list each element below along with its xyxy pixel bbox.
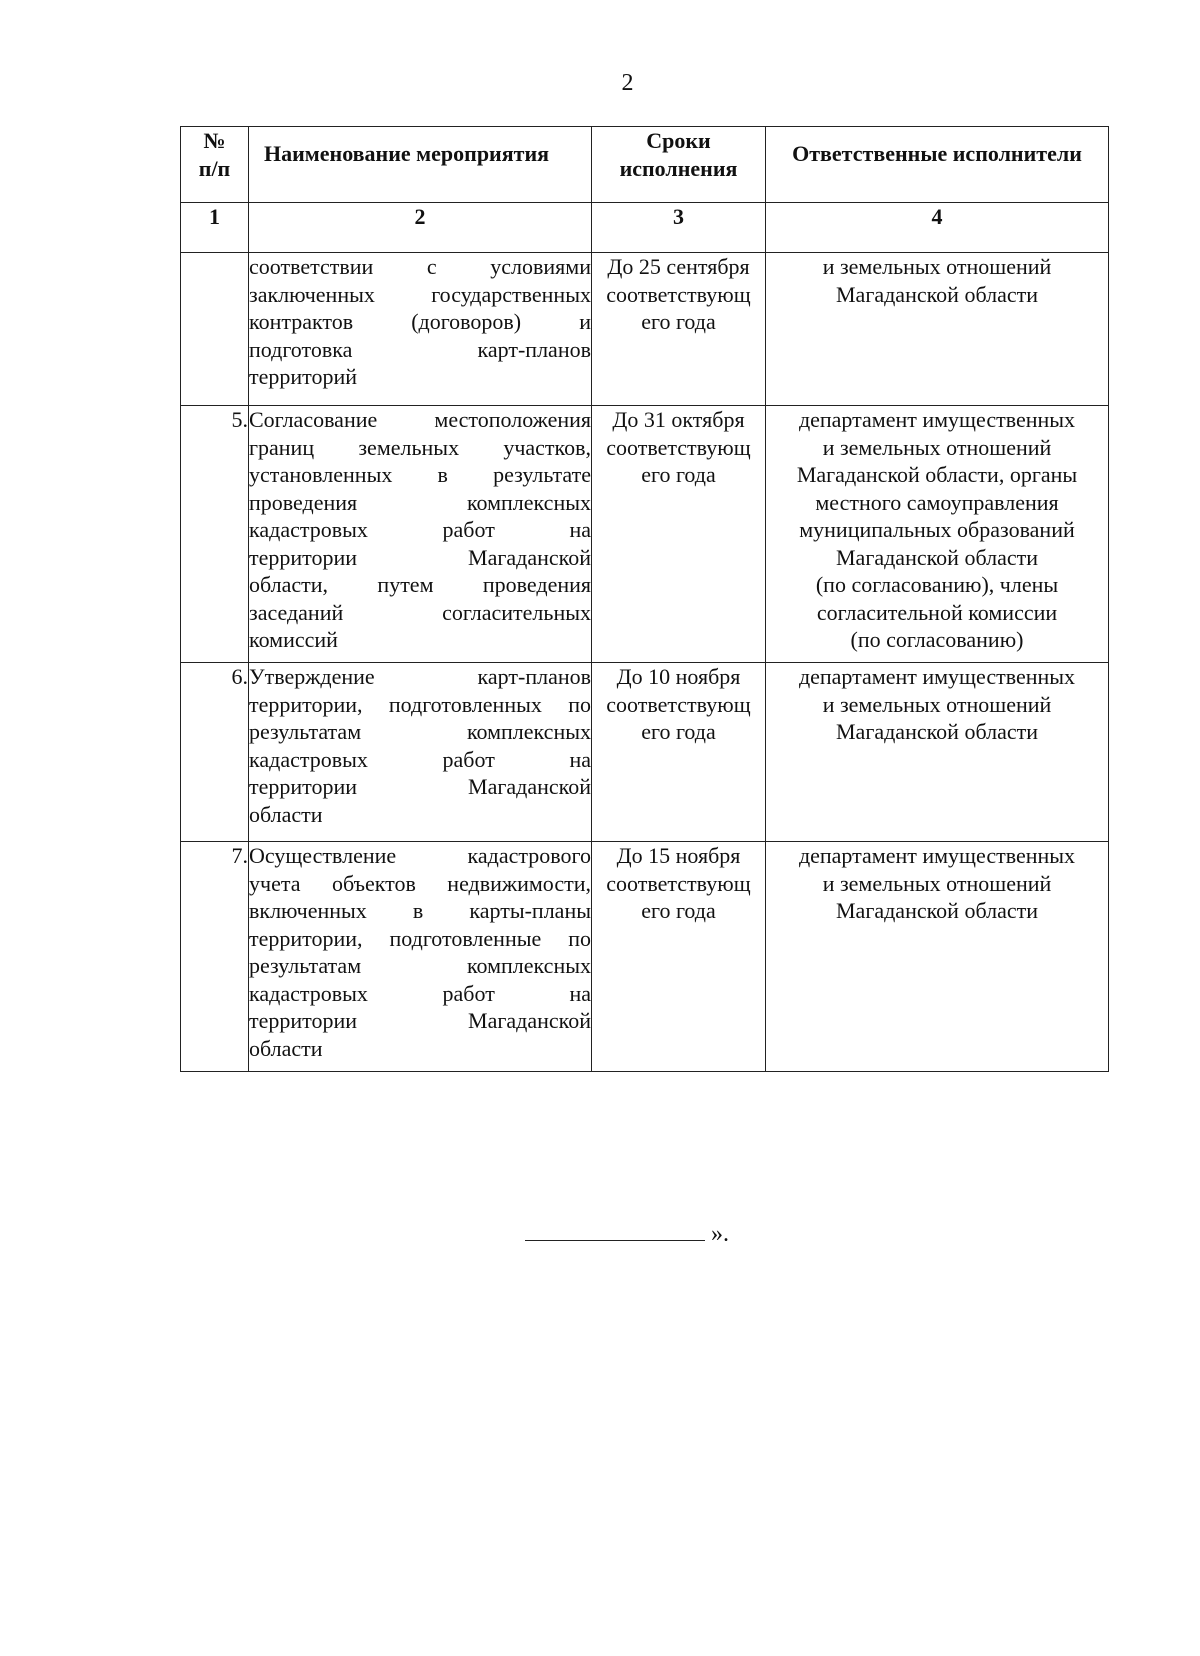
deadline-line: его года xyxy=(641,719,716,744)
responsible-line: местного самоуправления xyxy=(815,489,1059,515)
row-number: 7. xyxy=(181,842,249,1072)
table-row xyxy=(181,253,1109,406)
deadline xyxy=(592,253,766,406)
header-responsible: Ответственные исполнители xyxy=(766,127,1109,203)
deadline-line: его года xyxy=(641,462,716,487)
responsible-executors xyxy=(766,253,1109,406)
deadline-line: соответствующ xyxy=(606,281,751,307)
measure-name-line: границ земельных участков, xyxy=(249,434,591,460)
deadline xyxy=(592,842,766,1072)
closing-quote: ». xyxy=(711,1221,729,1247)
deadline-line: До 31 октября xyxy=(612,407,745,432)
responsible-line: и земельных отношений xyxy=(822,870,1052,896)
table-row xyxy=(181,406,1109,663)
measure-name-line: территории Магаданской xyxy=(249,1008,591,1033)
page-number: 2 xyxy=(621,70,634,96)
measure-name-line: подготовка карт-планов xyxy=(249,336,591,362)
responsible-executors xyxy=(766,842,1109,1072)
responsible-line: и земельных отношений xyxy=(822,691,1052,717)
measure-name-line: территории Магаданской xyxy=(249,544,591,570)
column-number: 3 xyxy=(592,203,766,253)
measure-name-line: результатам комплексных xyxy=(249,719,591,744)
measure-name-line: области xyxy=(249,801,323,827)
responsible-line: и земельных отношений xyxy=(822,254,1052,279)
measure-name-line: включенных в карты-планы xyxy=(249,898,591,923)
measure-name-line: кадастровых работ на xyxy=(249,517,591,542)
table-row xyxy=(181,663,1109,842)
responsible-line: (по согласованию), члены xyxy=(815,572,1059,597)
measure-name-line: результатам комплексных xyxy=(249,953,591,978)
deadline-line: соответствующ xyxy=(606,870,751,896)
responsible-line: (по согласованию) xyxy=(850,627,1024,652)
responsible-line: департамент имущественных xyxy=(798,843,1076,868)
measure-name-line: Утверждение карт-планов xyxy=(249,664,591,689)
responsible-line: согласительной комиссии xyxy=(816,599,1058,625)
measure-name-line: Согласование местоположения xyxy=(249,407,591,432)
measure-name-line: соответствии с условиями xyxy=(249,254,591,279)
deadline-line: До 15 ноября xyxy=(616,843,741,868)
responsible-line: Магаданской области xyxy=(836,898,1038,923)
measures-table xyxy=(180,126,1109,1072)
responsible-line: Магаданской области xyxy=(836,544,1038,570)
responsible-line: департамент имущественных xyxy=(798,664,1076,689)
responsible-line: департамент имущественных xyxy=(798,407,1076,432)
measure-name-line: территорий xyxy=(249,364,358,389)
measure-name-line: учета объектов недвижимости, xyxy=(249,870,591,896)
deadline-line: его года xyxy=(641,309,716,334)
column-number: 2 xyxy=(249,203,592,253)
measure-name-line: Осуществление кадастрового xyxy=(249,843,591,868)
header-measure-name: Наименование мероприятия xyxy=(249,127,592,203)
deadline-line: До 10 ноября xyxy=(616,664,741,689)
measure-name-line: территории, подготовленных по xyxy=(249,691,591,717)
blank-line xyxy=(525,1218,705,1241)
deadline-line: соответствующ xyxy=(606,691,751,717)
responsible-line: муниципальных образований xyxy=(799,517,1075,542)
responsible-line: Магаданской области, органы xyxy=(796,462,1078,487)
row-number xyxy=(181,253,249,406)
column-number: 1 xyxy=(181,203,249,253)
header-number: № п/п xyxy=(181,127,249,203)
row-number: 6. xyxy=(181,663,249,842)
measure-name-line: территории, подготовленные по xyxy=(249,925,591,951)
deadline xyxy=(592,663,766,842)
responsible-executors xyxy=(766,663,1109,842)
measure-name-line: области, путем проведения xyxy=(249,572,591,597)
measure-name xyxy=(249,253,592,406)
header-deadline: Сроки исполнения xyxy=(592,127,766,203)
deadline-line: До 25 сентября xyxy=(607,254,750,279)
measure-name-line: области xyxy=(249,1035,323,1061)
closing-mark xyxy=(525,1218,729,1248)
row-number: 5. xyxy=(181,406,249,663)
deadline-line: его года xyxy=(641,898,716,923)
measure-name-line: кадастровых работ на xyxy=(249,980,591,1006)
measure-name-line: установленных в результате xyxy=(249,462,591,487)
measure-name-line: комиссий xyxy=(249,627,338,652)
measure-name-line: территории Магаданской xyxy=(249,774,591,799)
measure-name-line: кадастровых работ на xyxy=(249,746,591,772)
table-body xyxy=(181,253,1109,1072)
measure-name-line: контрактов (договоров) и xyxy=(249,309,591,334)
measure-name xyxy=(249,842,592,1072)
column-number-row xyxy=(181,203,1109,253)
column-number: 4 xyxy=(766,203,1109,253)
measure-name-line: заключенных государственных xyxy=(249,281,591,307)
measure-name-line: заседаний согласительных xyxy=(249,599,591,625)
measure-name xyxy=(249,406,592,663)
measure-name-line: проведения комплексных xyxy=(249,489,591,515)
deadline xyxy=(592,406,766,663)
deadline-line: соответствующ xyxy=(606,434,751,460)
table-row xyxy=(181,842,1109,1072)
responsible-line: и земельных отношений xyxy=(822,434,1052,460)
responsible-line: Магаданской области xyxy=(836,719,1038,744)
responsible-executors xyxy=(766,406,1109,663)
responsible-line: Магаданской области xyxy=(836,281,1038,307)
table-header-row xyxy=(181,127,1109,203)
measure-name xyxy=(249,663,592,842)
